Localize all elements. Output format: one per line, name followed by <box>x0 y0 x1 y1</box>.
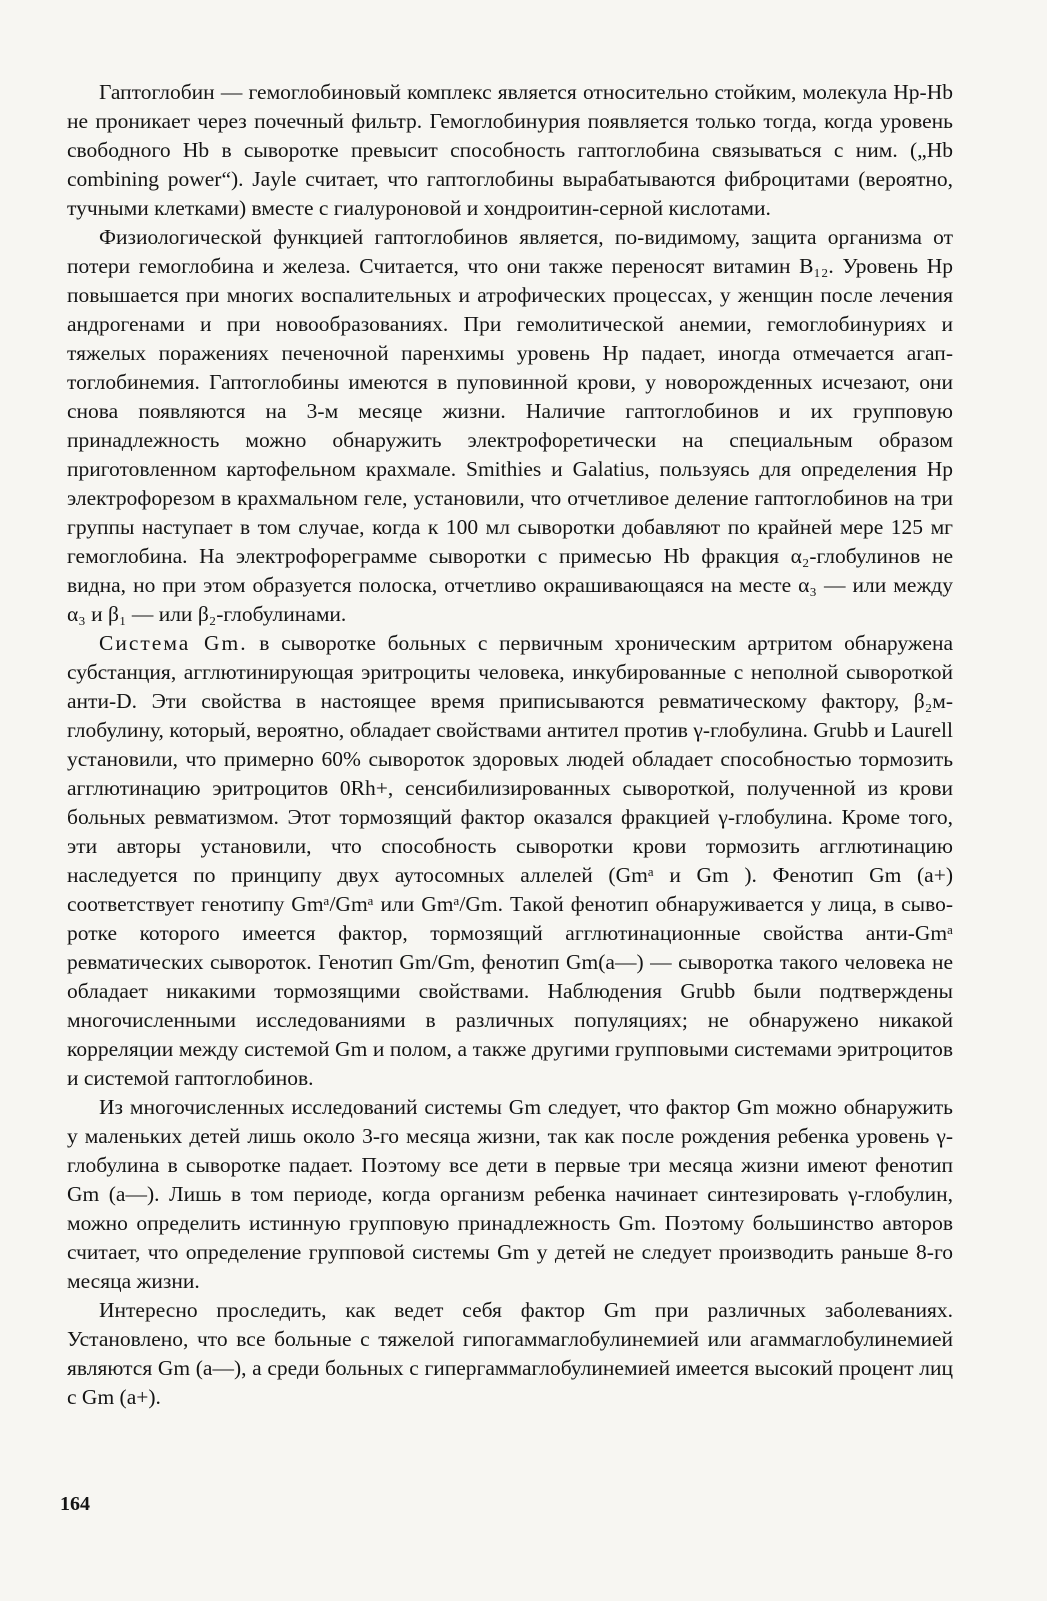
page-number: 164 <box>60 1493 90 1515</box>
body-text <box>67 78 953 1412</box>
paragraph-gm-system-text: в сыворотке больных с первичным хроническим артритом обнаружена субстанция, агглютинирующая эритроциты человека, инкубированные с неполной сывороткой анти-D. Эти свойства в настоящее время приписываются ревматическому фактору, β₂м-глобулину, который, вероятно, обладает свойствами антител против γ-глобулина. Grubb и Laurell установили, что примерно 60% сывороток здоровых людей обладает способностью тормозить агглютинацию эритроцитов 0Rh+, сенсибилизированных сывороткой, полученной из крови больных ревматизмом. Этот тормозящий фактор оказался фракцией γ-глобулина. Кроме того, эти авторы установили, что способность сыворотки крови тормозить агглютинацию наследуется по принципу двух аутосомных аллелей (Gmᵃ и Gm ). Фенотип Gm (a+) соответствует генотипу Gmᵃ/Gmᵃ или Gmᵃ/Gm. Такой фенотип обнаруживается у лица, в сыворотке которого имеется фактор, тормозящий агглютинационные свойства анти-Gmᵃ ревматических сывороток. Генотип Gm/Gm, фенотип Gm(a—) — сыворотка такого человека не обладает никакими тормозящими свойствами. Наблюдения Grubb были подтверждены многочисленными исследованиями в различных популяциях; не обнаружено никакой корреляции между системой Gm и полом, а также другими групповыми системами эритроцитов и системой гаптоглобинов. <box>67 631 953 1090</box>
paragraph-gm-system <box>67 629 953 1093</box>
paragraph-haptoglobin-function: Физиологической функцией гаптоглобинов является, по-видимому, защита организма от потери гемоглобина и железа. Считается, что они также переносят витамин B₁₂. Уровень Hp повышается при многих воспалительных и атрофических процессах, у женщин после лечения андрогенами и при новообразованиях. При гемолитической анемии, гемоглобинуриях и тяжелых поражениях печеночной паренхимы уровень Hp падает, иногда отмечается агаптоглобинемия. Гаптоглобины имеются в пуповинной крови, у новорожденных исчезают, они снова появляются на 3-м месяце жизни. Наличие гаптоглобинов и их групповую принадлежность можно обнаружить электрофоретически на специальным образом приготовленном картофельном крахмале. Smithies и Galatius, пользуясь для определения Hp электрофорезом в крахмальном геле, установили, что отчетливое деление гаптоглобинов на три группы наступает в том случае, когда к 100 мл сыворотки добавляют по крайней мере 125 мг гемоглобина. На электрофореграмме сыворотки с примесью Hb фракция α₂-глобулинов не видна, но при этом образуется полоска, отчетливо окрашивающаяся на месте α₃ — или между α₃ и β₁ — или β₂-глобулинами. <box>67 225 953 626</box>
paragraph-gm-diseases: Интересно проследить, как ведет себя фактор Gm при различных заболеваниях. Установлено, что все больные с тяжелой гипогаммаглобулинемией или агаммаглобулинемией являются Gm (a—), а среди больных с гипергаммаглобулинемией имеется высокий процент лиц с Gm (a+). <box>67 1298 953 1409</box>
paragraph-gm-children: Из многочисленных исследований системы Gm следует, что фактор Gm можно обнаружить у маленьких детей лишь около 3-го месяца жизни, так как после рождения ребенка уровень γ-глобулина в сыворотке падает. Поэтому все дети в первые три месяца жизни имеют фенотип Gm (a—). Лишь в том периоде, когда организм ребенка начинает синтезировать γ-глобулин, можно определить истинную групповую принадлежность Gm. Поэтому большинство авторов считает, что определение групповой системы Gm у детей не следует производить раньше 8-го месяца жизни. <box>67 1095 953 1293</box>
section-heading-gm: Система Gm. <box>99 631 248 655</box>
paragraph-haptoglobin-complex: Гаптоглобин — гемоглобиновый комплекс является относительно стойким, молекула Hp-Hb не проникает через почечный фильтр. Гемоглобинурия появляется только тогда, когда уровень свободного Hb в сыворотке превысит способность гаптоглобина связываться с ним. („Hb combining power“). Jayle считает, что гаптоглобины вырабатываются фиброцитами (вероятно, тучными клетками) вместе с гиалуроновой и хондроитин-серной кислотами. <box>67 80 953 220</box>
